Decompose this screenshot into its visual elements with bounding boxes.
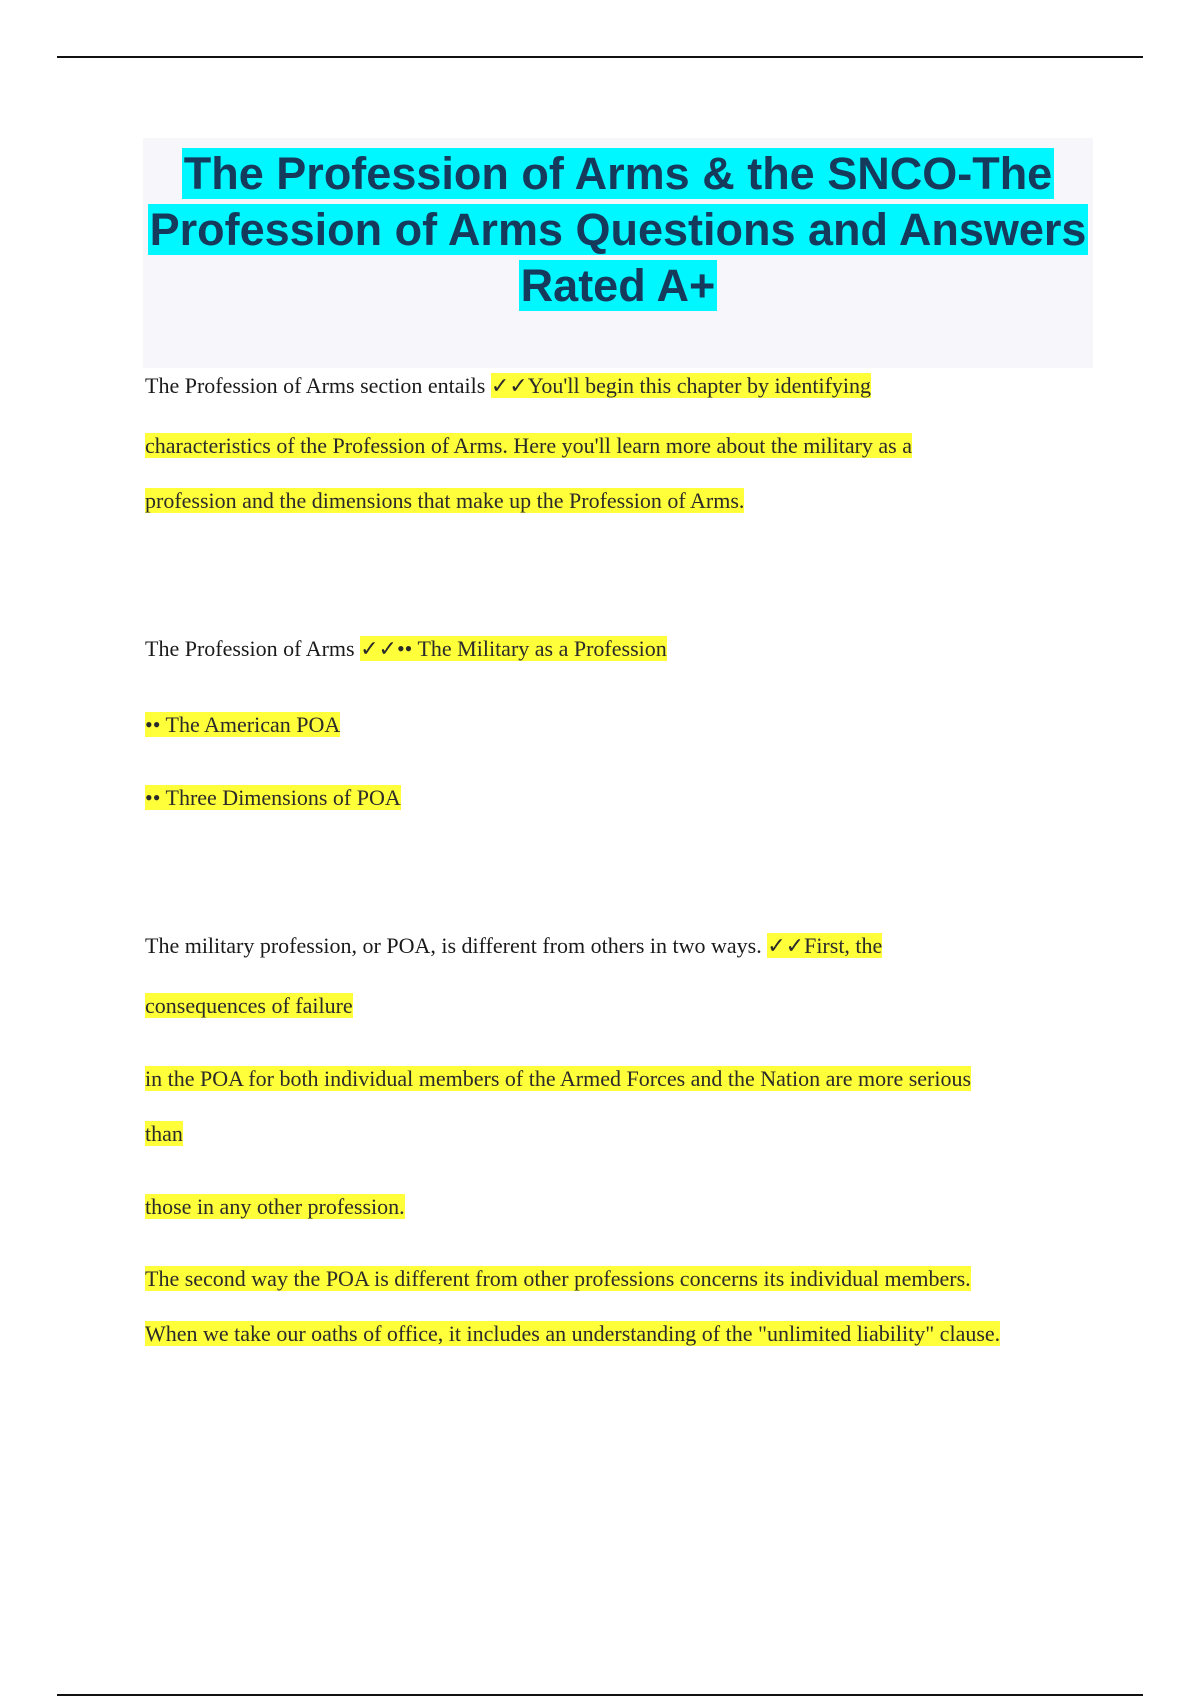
qa-3-line-5 xyxy=(145,1193,405,1221)
qa-3-answer-line: When we take our oaths of office, it includes an understanding of the "unlimited liability" clause. xyxy=(145,1321,1001,1346)
title-block xyxy=(143,138,1093,368)
document-title: The Profession of Arms & the SNCO-The Profession of Arms Questions and Answers Rated A+ xyxy=(149,148,1087,311)
qa-3-line-3 xyxy=(145,1065,971,1093)
qa-2-answer-line: •• Three Dimensions of POA xyxy=(145,785,401,810)
qa-2-line-1 xyxy=(145,635,667,663)
qa-1-answer-line: ✓✓You'll begin this chapter by identifying xyxy=(490,373,872,398)
qa-3-line-4 xyxy=(145,1120,183,1148)
qa-1-line-2 xyxy=(145,432,912,460)
qa-3-line-6 xyxy=(145,1265,971,1293)
qa-1-line-3 xyxy=(145,487,744,515)
qa-3-line-7 xyxy=(145,1320,1000,1348)
qa-2-answer-line: •• The American POA xyxy=(145,712,341,737)
qa-2-question: The Profession of Arms xyxy=(145,636,361,661)
qa-2-line-2 xyxy=(145,711,340,739)
qa-3-line-1 xyxy=(145,932,882,960)
qa-3-answer-line: ✓✓First, the xyxy=(767,933,883,958)
qa-3-answer-line: those in any other profession. xyxy=(145,1194,405,1219)
qa-3-answer-line: than xyxy=(145,1121,183,1146)
qa-3-answer-line: consequences of failure xyxy=(145,993,353,1018)
qa-3-question: The military profession, or POA, is different from others in two ways. xyxy=(145,933,768,958)
header-rule xyxy=(57,56,1143,58)
qa-2-answer-line: ✓✓•• The Military as a Profession xyxy=(360,636,667,661)
qa-1-answer-line: profession and the dimensions that make up the Profession of Arms. xyxy=(145,488,745,513)
qa-3-line-2 xyxy=(145,992,353,1020)
qa-1-line-1 xyxy=(145,372,871,400)
qa-2-line-3 xyxy=(145,784,401,812)
qa-1-answer-line: characteristics of the Profession of Arms. Here you'll learn more about the military as a xyxy=(145,433,913,458)
footer-rule xyxy=(57,1694,1143,1696)
qa-1-question: The Profession of Arms section entails xyxy=(145,373,491,398)
qa-3-answer-line: The second way the POA is different from other professions concerns its individual members. xyxy=(145,1266,971,1291)
qa-3-answer-line: in the POA for both individual members of the Armed Forces and the Nation are more serious xyxy=(145,1066,972,1091)
